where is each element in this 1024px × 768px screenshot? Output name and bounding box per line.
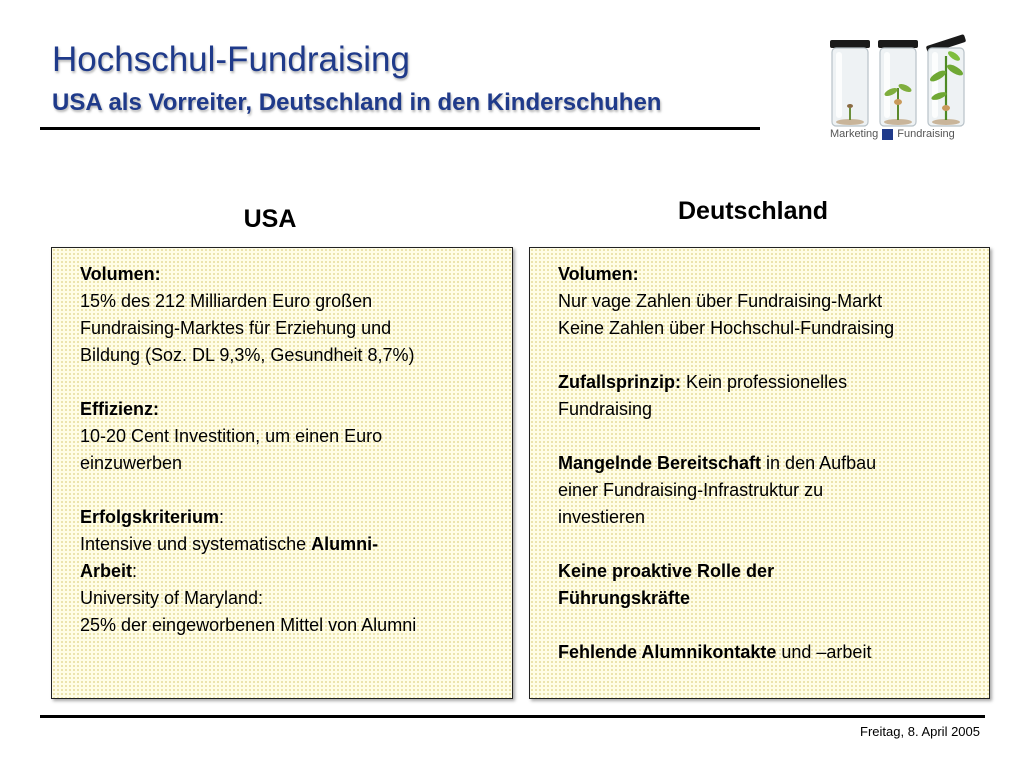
- footer-divider: [40, 715, 985, 718]
- usa-erfolg-bold: Alumni-: [311, 534, 379, 554]
- usa-erfolg-line: 25% der eingeworbenen Mittel von Alumni: [80, 615, 417, 635]
- de-mangel-line: investieren: [558, 507, 646, 527]
- logo-word-marketing: Marketing: [830, 128, 879, 140]
- usa-volumen-label: Volumen:: [80, 264, 161, 284]
- de-zufall-text: Kein professionelles: [681, 372, 848, 392]
- de-volumen: [558, 261, 983, 342]
- de-fehlende-alumnikontakte: [558, 639, 983, 666]
- usa-erfolg-colon: :: [219, 507, 225, 527]
- usa-erfolg-label: Erfolgskriterium: [80, 507, 220, 527]
- de-fehlend-label: Fehlende Alumnikontakte: [558, 642, 777, 662]
- usa-box: [51, 247, 513, 699]
- de-zufall-line: Fundraising: [558, 399, 653, 419]
- usa-effizienz-line: einzuwerben: [80, 453, 183, 473]
- usa-erfolg-text: Intensive und systematische: [80, 534, 312, 554]
- usa-effizienz: [80, 396, 502, 477]
- footer-date: Freitag, 8. April 2005: [860, 724, 980, 739]
- logo-caption: [830, 128, 955, 140]
- usa-heading: USA: [243, 205, 297, 233]
- usa-effizienz-line: 10-20 Cent Investition, um einen Euro: [80, 426, 383, 446]
- de-mangel-label: Mangelnde Bereitschaft: [558, 453, 762, 473]
- title-divider: [40, 127, 760, 130]
- de-volumen-line: Nur vage Zahlen über Fundraising-Markt: [558, 291, 883, 311]
- de-volumen-line: Keine Zahlen über Hochschul-Fundraising: [558, 318, 895, 338]
- de-keine-line: Keine proaktive Rolle der: [558, 561, 775, 581]
- logo-square-icon: [882, 129, 893, 140]
- usa-volumen-line: Bildung (Soz. DL 9,3%, Gesundheit 8,7%): [80, 345, 415, 365]
- logo-word-fundraising: Fundraising: [897, 128, 955, 140]
- usa-volumen-line: Fundraising-Marktes für Erziehung und: [80, 318, 392, 338]
- slide-subtitle: USA als Vorreiter, Deutschland in den Kinderschuhen: [52, 89, 662, 116]
- de-mangel-text: in den Aufbau: [761, 453, 877, 473]
- usa-volumen: [80, 261, 502, 369]
- de-mangel-line: einer Fundraising-Infrastruktur zu: [558, 480, 824, 500]
- deutschland-heading: Deutschland: [677, 197, 829, 225]
- usa-erfolg-colon: :: [132, 561, 138, 581]
- de-volumen-label: Volumen:: [558, 264, 639, 284]
- usa-effizienz-label: Effizienz:: [80, 399, 159, 419]
- de-mangelnde-bereitschaft: [558, 450, 983, 531]
- deutschland-box: [529, 247, 990, 699]
- de-keine-line: Führungskräfte: [558, 588, 691, 608]
- usa-volumen-line: 15% des 212 Milliarden Euro großen: [80, 291, 373, 311]
- de-zufallsprinzip: [558, 369, 983, 423]
- de-zufall-label: Zufallsprinzip:: [558, 372, 681, 392]
- de-fehlend-text: und –arbeit: [776, 642, 872, 662]
- usa-erfolg-line: University of Maryland:: [80, 588, 264, 608]
- usa-erfolg-bold: Arbeit: [80, 561, 133, 581]
- usa-erfolgskriterium: [80, 504, 502, 639]
- de-keine-proaktive-rolle: [558, 558, 983, 612]
- slide-title: Hochschul-Fundraising: [52, 40, 410, 79]
